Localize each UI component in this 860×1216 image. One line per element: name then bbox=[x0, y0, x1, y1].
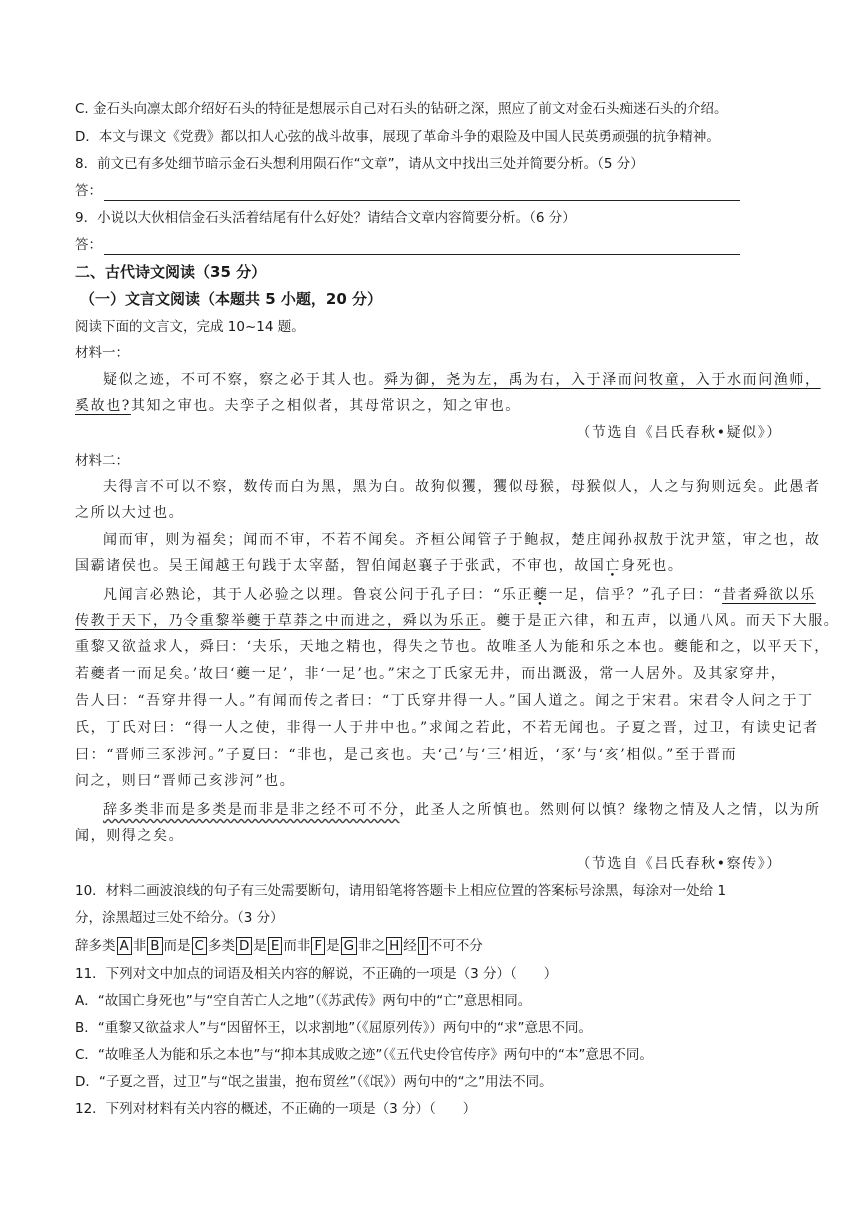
material-1-label: 材料一： bbox=[75, 345, 129, 361]
question-11-option-d[interactable]: D．“子夏之晋，过卫”与“氓之蚩蚩，抱布贸丝”（《氓》）两句中的“之”用法不同。 bbox=[75, 1074, 553, 1090]
underlined-sentence: 奚故也? bbox=[75, 398, 131, 414]
material-2-p1-line-1: 夫得言不可以不察，数传而白为黑，黑为白。故狗似玃，玃似母猴，母猴似人，人之与狗则远矣。此愚者 bbox=[103, 479, 821, 495]
material-2-p3-line-2: 传教于天下，乃令重黎举夔于草莽之中而进之，舜以为乐正。夔于是正六律，和五声，以通八风。而天下大服。 bbox=[75, 613, 840, 629]
underlined-sentence: 舜为御，尧为左，禹为右，入于泽而问牧童，入于水而问渔师， bbox=[383, 372, 821, 388]
answer-label: 答： bbox=[75, 183, 102, 199]
option-d-prev: D．本文与课文《党费》都以扣人心弦的战斗故事，展现了革命斗争的艰险及中国人民英勇顽强的抗争精神。 bbox=[75, 129, 720, 145]
material-2-p3-line-8: 问之，则曰“晋师己亥涉河”也。 bbox=[75, 773, 296, 789]
dotted-word: 夔 bbox=[532, 587, 549, 603]
dotted-word: 亡 bbox=[605, 558, 622, 574]
material-2-p3-line-1: 凡闻言必熟论，其于人必验之以理。鲁哀公问于孔子曰：“乐正夔一足，信乎？”孔子曰：“昔者舜欲以乐 bbox=[103, 587, 816, 603]
question-10-line-2: 分，涂黑超过三处不给分。（3 分） bbox=[75, 910, 284, 926]
material-2-p4-line-1: 辞多类非而是多类是而非是非之经不可不分，此圣人之所慎也。然则何以慎？缘物之情及人之情，以为所 bbox=[103, 802, 821, 818]
answer-box-c[interactable]: C bbox=[192, 937, 207, 955]
instructions: 阅读下面的文言文，完成 10~14 题。 bbox=[75, 319, 305, 335]
question-11-option-c[interactable]: C．“故唯圣人为能和乐之本也”与“抑本其成败之迹”（《五代史伶官传序》两句中的“本”意思不同。 bbox=[75, 1047, 653, 1063]
question-9: 9．小说以大伙相信金石头活着结尾有什么好处？请结合文章内容简要分析。（6 分） bbox=[75, 210, 576, 226]
material-1-source: （节选自《吕氏春秋•疑似》） bbox=[576, 425, 782, 441]
question-11-stem: 11．下列对文中加点的词语及相关内容的解说，不正确的一项是（3 分）（ ） bbox=[75, 966, 558, 982]
answer-box-i[interactable]: I bbox=[418, 937, 428, 955]
material-2-p3-line-3: 重黎又欲益求人，舜曰：‘夫乐，天地之精也，得失之节也。故唯圣人为能和乐之本也。夔能和之，以平天下， bbox=[75, 639, 830, 655]
material-2-p4-line-2: 闻，则得之矣。 bbox=[75, 828, 185, 844]
question-11-option-a[interactable]: A．“故国亡身死也”与“空自苦亡人之地”（《苏武传》两句中的“亡”意思相同。 bbox=[75, 993, 532, 1009]
answer-blank[interactable] bbox=[104, 186, 740, 201]
question-10-line-1: 10．材料二画波浪线的句子有三处需要断句，请用铅笔将答题卡上相应位置的答案标号涂黑，每涂对一处给 1 bbox=[75, 883, 727, 899]
answer-box-h[interactable]: H bbox=[386, 937, 402, 955]
answer-line-9[interactable] bbox=[75, 235, 740, 255]
answer-box-g[interactable]: G bbox=[341, 937, 357, 955]
material-2-p2-line-1: 闻而审，则为福矣；闻而不审，不若不闻矣。齐桓公闻管子于鲍叔，楚庄闻孙叔敖于沈尹筮，审之也，故 bbox=[103, 532, 821, 548]
material-2-p3-line-5: 告人曰：“吾穿井得一人。”有闻而传之者曰：“丁氏穿井得一人。”国人道之。闻之于宋君。宋君令人问之于丁 bbox=[75, 693, 814, 709]
wavy-underlined-sentence: 辞多类非而是多类是而非是非之经不可不分 bbox=[103, 802, 400, 818]
material-2-p1-line-2: 之所以大过也。 bbox=[75, 505, 185, 521]
material-2-p3-line-6: 氏，丁氏对曰：“得一人之使，非得一人于井中也。”求闻之若此，不若无闻也。子夏之晋，过卫，有读史记者 bbox=[75, 720, 819, 736]
material-1-line-2: 奚故也?其知之审也。夫孪子之相似者，其母常识之，知之审也。 bbox=[75, 398, 521, 414]
question-10-answer-row: 辞多类 A 非 B 而是 C 多类 D 是 E 而非 F 是 G 非之 H 经 I 不可不分 bbox=[75, 938, 483, 954]
material-1-line-1: 疑似之迹，不可不察，察之必于其人也。舜为御，尧为左，禹为右，入于泽而问牧童，入于水而问渔师， bbox=[103, 372, 821, 388]
section-title: 二、古代诗文阅读（35 分） bbox=[75, 263, 267, 281]
material-2-p2-line-2: 国霸诸侯也。吴王闻越王句践于太宰嚭，智伯闻赵襄子于张武，不审也，故国亡身死也。 bbox=[75, 558, 684, 574]
answer-label: 答： bbox=[75, 237, 102, 253]
answer-box-d[interactable]: D bbox=[236, 937, 252, 955]
material-2-label: 材料二： bbox=[75, 453, 129, 469]
answer-box-a[interactable]: A bbox=[117, 937, 132, 955]
question-11-option-b[interactable]: B．“重黎又欲益求人”与“因留怀王，以求割地”（《屈原列传》）两句中的“求”意思不同。 bbox=[75, 1020, 592, 1036]
material-2-source: （节选自《吕氏春秋•察传》） bbox=[576, 856, 782, 872]
answer-box-f[interactable]: F bbox=[311, 937, 325, 955]
option-c-prev: C. 金石头向凛太郎介绍好石头的特征是想展示自己对石头的钻研之深，照应了前文对金石头痴迷石头的介绍。 bbox=[75, 101, 728, 117]
underlined-sentence: 昔者舜欲以乐 bbox=[722, 587, 816, 603]
answer-box-e[interactable]: E bbox=[268, 937, 283, 955]
answer-line-8[interactable] bbox=[75, 181, 740, 201]
question-8: 8．前文已有多处细节暗示金石头想利用陨石作“文章”，请从文中找出三处并简要分析。（5 分） bbox=[75, 156, 644, 172]
answer-blank[interactable] bbox=[104, 240, 740, 255]
answer-box-b[interactable]: B bbox=[147, 937, 162, 955]
material-2-p3-line-4: 若夔者一而足矣。’故曰‘夔一足’，非‘一足’也。”宋之丁氏家无井，而出溉汲，常一人居外。及其家穿井， bbox=[75, 666, 787, 682]
question-12-stem: 12．下列对材料有关内容的概述，不正确的一项是（3 分）（ ） bbox=[75, 1101, 477, 1117]
underlined-sentence: 传教于天下，乃令重黎举夔于草莽之中而进之，舜以为乐正 bbox=[75, 613, 481, 629]
material-2-p3-line-7: 曰：“晋师三豕涉河。”子夏曰：“非也，是己亥也。夫‘己’与‘三’相近，‘豕’与‘亥’相似。”至于晋而 bbox=[75, 747, 738, 763]
subsection-title: （一）文言文阅读（本题共 5 小题，20 分） bbox=[80, 290, 382, 308]
